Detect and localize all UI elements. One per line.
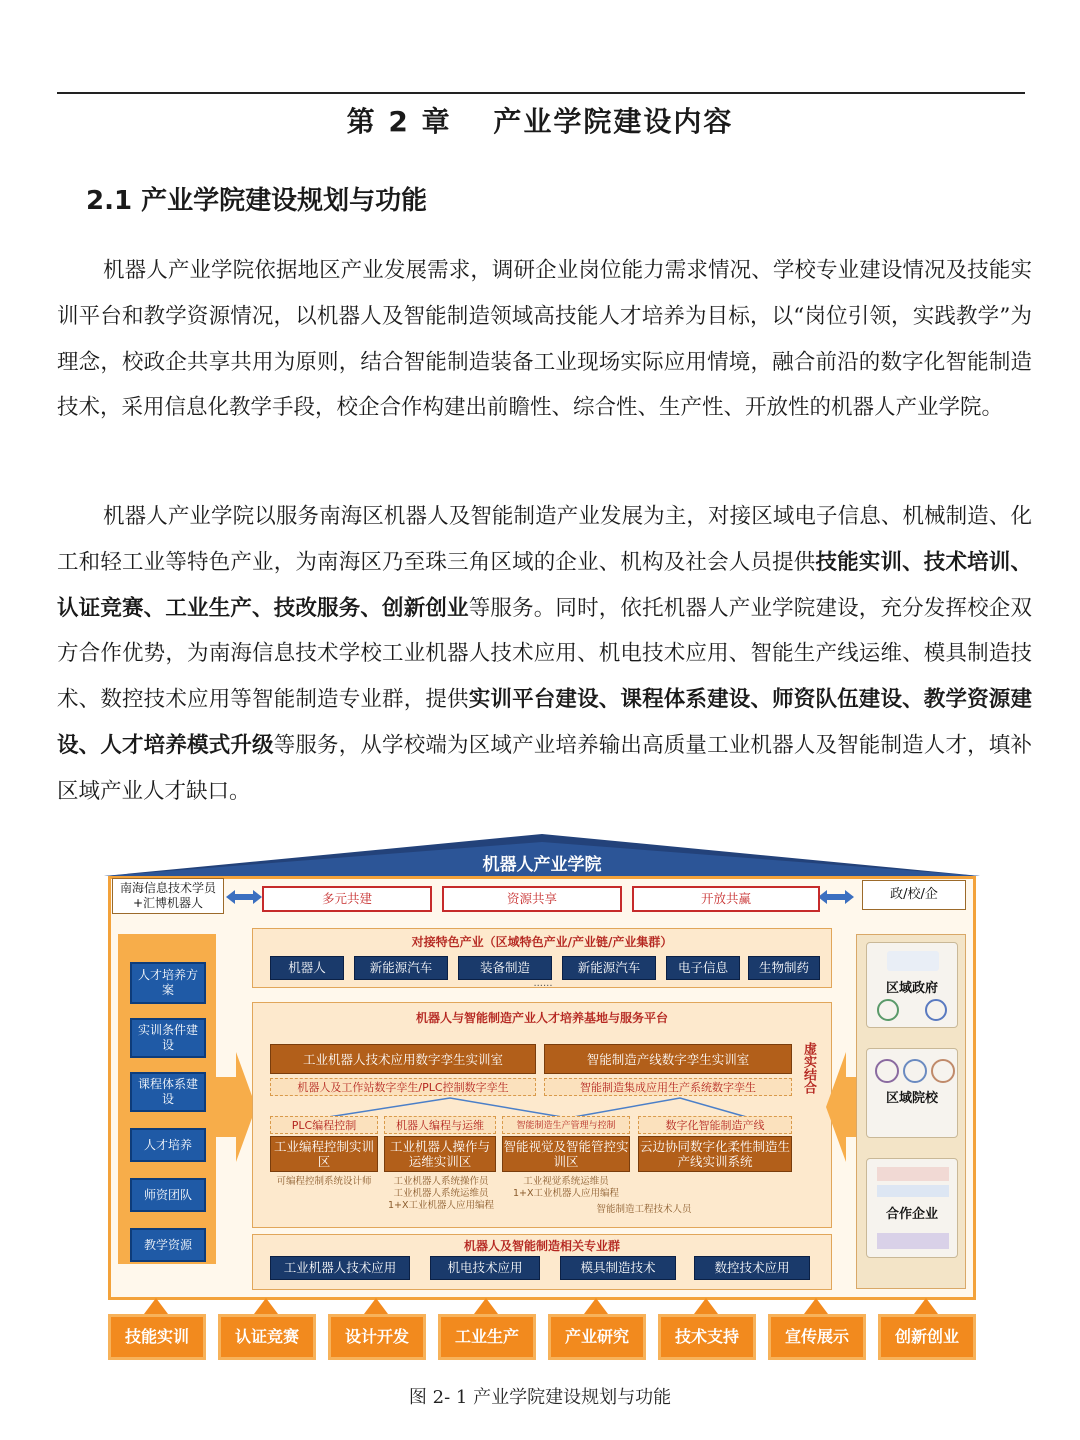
header-rule	[57, 92, 1025, 94]
industry-item-4: 新能源汽车	[562, 956, 656, 980]
bottom-item-7: 宣传展示	[768, 1314, 866, 1360]
school-emblem-icon	[903, 1059, 927, 1083]
twin-sub-2: 智能制造集成应用生产系统数字孪生	[544, 1078, 792, 1096]
pillar-2: 资源共享	[442, 886, 622, 912]
industry-college-diagram	[104, 832, 980, 1372]
industry-item-3: 装备制造	[458, 956, 552, 980]
industry-title: 对接特色产业（区域特色产业/产业链/产业集群）	[411, 935, 673, 949]
up-arrow-icon	[694, 1298, 718, 1314]
major-2: 机电技术应用	[430, 1256, 540, 1280]
bottom-item-2: 认证竞赛	[218, 1314, 316, 1360]
industry-item-2: 新能源汽车	[354, 956, 448, 980]
zone-4: 云边协同数字化柔性制造生产线实训系统	[638, 1136, 792, 1172]
company-logo-icon	[877, 1167, 949, 1181]
up-arrow-icon	[364, 1298, 388, 1314]
pillar-1: 多元共建	[262, 886, 432, 912]
right-card-label-3: 合作企业	[885, 1207, 938, 1222]
school-emblem-icon	[931, 1059, 955, 1083]
bottom-item-6: 技术支持	[658, 1314, 756, 1360]
zone-note-2: 工业机器人系统操作员 工业机器人系统运维员 1+X工业机器人应用编程	[387, 1176, 494, 1211]
paragraph-1: 机器人产业学院依据地区产业发展需求，调研企业岗位能力需求情况、学校专业建设情况及技能实训平台和教学资源情况，以机器人及智能制造领域高技能人才培养为目标，以“岗位引领，实践教学”为理念，校政企共享共用为原则，结合智能制造装备工业现场实际应用情境，融合前沿的数字化智能制造技术，采用信息化教学手段，校企合作构建出前瞻性、综合性、生产性、开放性的机器人产业学院。	[57, 258, 1032, 421]
para2-text-3: 等服务，从学校端为区域产业培养输出高质量工业机器人及智能制造人才，填补区域产业人才缺口。	[57, 732, 1032, 804]
figure-caption: 图 2- 1 产业学院建设规划与功能	[408, 1387, 672, 1408]
majors-title: 机器人及智能制造相关专业群	[463, 1239, 620, 1253]
industry-item-1: 机器人	[270, 956, 344, 980]
zone-tag-3: 智能制造生产管理与控制	[502, 1116, 630, 1134]
left-header: 南海信息技术学员+汇博机器人	[112, 878, 224, 914]
section-title: 2.1 产业学院建设规划与功能	[86, 186, 428, 216]
company-logo-icon	[877, 1233, 949, 1249]
zone-2: 工业机器人操作与运维实训区	[384, 1136, 496, 1172]
roof-title: 机器人产业学院	[482, 855, 602, 875]
major-1: 工业机器人技术应用	[270, 1256, 410, 1280]
bottom-item-4: 工业生产	[438, 1314, 536, 1360]
emblem-icon	[877, 999, 899, 1021]
bottom-item-8: 创新创业	[878, 1314, 976, 1360]
para2-text-2: 等服务。同时，依托机器人产业学院建设，充分发挥校企双方合作优势，为南海信息技术学校工业机器人技术应用、机电技术应用、智能生产线运维、模具制造技术、数控技术应用等智能制造专业群，提供	[57, 595, 1032, 713]
para2-text-1: 机器人产业学院以服务南海区机器人及智能制造产业发展为主，对接区域电子信息、机械制造、化工和轻工业等特色产业，为南海区乃至珠三角区域的企业、机构及社会人员提供	[57, 504, 1032, 575]
emblem-icon	[925, 999, 947, 1021]
up-arrow-icon	[914, 1298, 938, 1314]
industry-item-6: 生物制药	[748, 956, 820, 980]
chapter-title: 第 2 章 产业学院建设内容	[346, 105, 734, 138]
left-item-5: 师资团队	[130, 1178, 206, 1212]
company-logo-icon	[877, 1185, 949, 1197]
left-item-1: 人才培养方案	[130, 962, 206, 1004]
double-arrow-icon	[818, 890, 854, 904]
school-emblem-icon	[875, 1059, 899, 1083]
pillar-3: 开放共赢	[632, 886, 820, 912]
para2-bold-1: 技能实训、技术培训、认证竞赛、工业生产、技改服务、创新创业	[57, 549, 1032, 621]
zone-1: 工业编程控制实训区	[270, 1136, 378, 1172]
zone-tag-1: PLC编程控制	[270, 1116, 378, 1134]
bottom-item-1: 技能实训	[108, 1314, 206, 1360]
platform-title: 机器人与智能制造产业人才培养基地与服务平台	[415, 1011, 668, 1025]
left-item-4: 人才培养	[130, 1128, 206, 1162]
up-arrow-icon	[584, 1298, 608, 1314]
right-card-label-2: 区域院校	[885, 1091, 938, 1106]
up-arrow-icon	[474, 1298, 498, 1314]
zone-note-4: 智能制造工程技术人员	[596, 1204, 692, 1215]
right-header: 政/校/企	[862, 880, 966, 910]
zone-note-1: 可编程控制系统设计师	[276, 1176, 372, 1187]
double-arrow-icon	[226, 890, 262, 904]
zone-tag-4: 数字化智能制造产线	[638, 1116, 792, 1134]
twin-room-2: 智能制造产线数字孪生实训室	[544, 1044, 792, 1074]
para2-bold-2: 实训平台建设、课程体系建设、师资队伍建设、教学资源建设、人才培养模式升级	[57, 687, 1032, 758]
industry-more: ......	[533, 978, 553, 989]
up-arrow-icon	[144, 1298, 168, 1314]
twin-sub-1: 机器人及工作站数字孪生/PLC控制数字孪生	[270, 1078, 536, 1096]
zone-3: 智能视觉及智能管控实训区	[502, 1136, 630, 1172]
right-arrow-icon	[216, 1052, 256, 1162]
paragraph-2	[57, 494, 1032, 815]
bottom-item-5: 产业研究	[548, 1314, 646, 1360]
cai-logo-icon	[887, 951, 939, 971]
up-arrow-icon	[254, 1298, 278, 1314]
partner-companies-card	[866, 1158, 958, 1258]
zone-tag-2: 机器人编程与运维	[384, 1116, 496, 1134]
left-item-2: 实训条件建设	[130, 1018, 206, 1058]
region-schools-card	[866, 1048, 958, 1138]
virtual-real-label: 虚实结合	[801, 1042, 816, 1094]
zone-note-3: 工业视觉系统运维员 1+X工业机器人应用编程	[512, 1176, 619, 1199]
bottom-item-3: 设计开发	[328, 1314, 426, 1360]
left-item-6: 教学资源	[130, 1228, 206, 1262]
industry-item-5: 电子信息	[666, 956, 740, 980]
right-card-label-1: 区域政府	[885, 981, 938, 996]
major-4: 数控技术应用	[694, 1256, 810, 1280]
twin-room-1: 工业机器人技术应用数字孪生实训室	[270, 1044, 536, 1074]
major-3: 模具制造技术	[560, 1256, 676, 1280]
region-government-card	[866, 942, 958, 1028]
up-arrow-icon	[804, 1298, 828, 1314]
left-item-3: 课程体系建设	[130, 1072, 206, 1112]
